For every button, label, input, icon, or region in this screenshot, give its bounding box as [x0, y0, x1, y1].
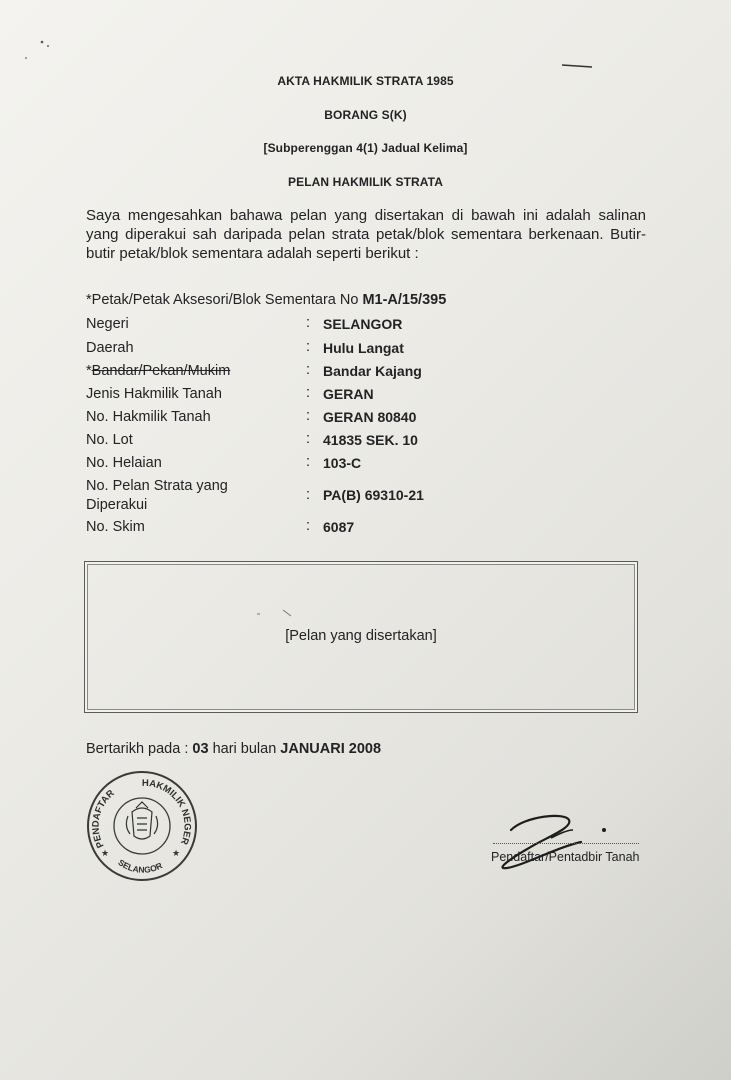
seal-star-left-icon: ★	[101, 848, 110, 858]
date-prefix: Bertarikh pada :	[86, 741, 189, 757]
field-label: No. Lot	[86, 432, 133, 448]
field-colon: :	[306, 431, 311, 447]
field-label: Daerah	[86, 340, 134, 356]
field-colon: :	[306, 454, 311, 470]
field-label-line2: Diperakui	[86, 497, 148, 513]
field-value: 103-C	[323, 455, 362, 471]
official-seal-stamp	[82, 768, 200, 884]
field-value: GERAN 80840	[323, 409, 417, 425]
field-value: 6087	[323, 519, 355, 535]
field-label: No. Hakmilik Tanah	[86, 409, 211, 425]
attached-plan-box	[84, 561, 638, 713]
subsection-reference: [Subperenggan 4(1) Jadual Kelima]	[263, 141, 468, 155]
date-line	[86, 741, 381, 757]
field-value: SELANGOR	[323, 316, 403, 332]
seal-text-right: HAKMILIK NEGER	[141, 777, 193, 847]
field-value: Bandar Kajang	[323, 363, 422, 379]
svg-text:PENDAFTAR	[91, 788, 117, 850]
date-middle: hari bulan	[212, 741, 277, 757]
field-colon: :	[306, 487, 311, 503]
act-title: AKTA HAKMILIK STRATA 1985	[277, 74, 454, 88]
parcel-label: *Petak/Petak Aksesori/Blok Sementara No	[86, 292, 359, 308]
date-month-year: JANUARI 2008	[280, 741, 382, 757]
field-colon: :	[306, 362, 311, 378]
signatory-title: Pendaftar/Pentadbir Tanah	[491, 850, 640, 864]
pen-mark-top-icon	[560, 60, 594, 72]
field-colon: :	[306, 385, 311, 401]
speck-mark-icon	[20, 30, 60, 70]
form-title: BORANG S(K)	[324, 108, 407, 122]
field-value: PA(B) 69310-21	[323, 487, 424, 503]
field-colon: :	[306, 315, 311, 331]
signature-line	[493, 843, 639, 844]
field-label: No. Helaian	[86, 455, 162, 471]
field-label	[86, 362, 230, 381]
field-label-struck: Bandar/Pekan/Mukim	[91, 363, 231, 379]
field-label-star: *	[86, 363, 92, 379]
date-day: 03	[192, 741, 209, 757]
coat-of-arms-icon	[126, 802, 157, 839]
seal-text-bottom: SELANGOR	[116, 857, 164, 875]
parcel-number: M1-A/15/395	[362, 292, 447, 308]
seal-star-right-icon: ★	[172, 848, 181, 858]
certification-statement: Saya mengesahkan bahawa pelan yang disertakan di bawah ini adalah salinan yang diperakui sah daripada pelan strata petak/blok sementara berkenaan. Butir-butir petak/blok sementara adalah seperti berikut :	[86, 207, 646, 262]
field-label: No. Skim	[86, 519, 145, 535]
field-colon: :	[306, 408, 311, 424]
field-value: Hulu Langat	[323, 340, 404, 356]
parcel-row	[86, 292, 446, 308]
pen-mark-icon	[255, 604, 305, 624]
field-colon: :	[306, 339, 311, 355]
field-label: Jenis Hakmilik Tanah	[86, 386, 222, 402]
field-value: 41835 SEK. 10	[323, 432, 418, 448]
field-colon: :	[306, 518, 311, 534]
document-title: PELAN HAKMILIK STRATA	[288, 175, 443, 189]
field-value: GERAN	[323, 386, 374, 402]
attached-plan-label: [Pelan yang disertakan]	[285, 628, 437, 644]
seal-text-left: PENDAFTAR	[90, 787, 117, 850]
field-label-line1: No. Pelan Strata yang	[86, 478, 228, 494]
field-label: Negeri	[86, 316, 129, 332]
svg-text:SELANGOR	[116, 857, 163, 875]
